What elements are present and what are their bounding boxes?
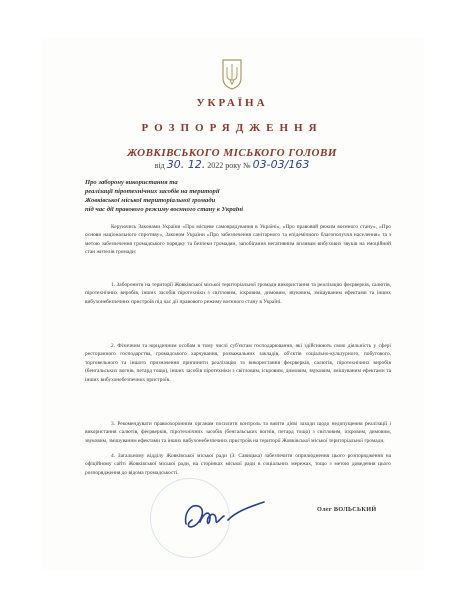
date-value: 30. 12. (166, 158, 206, 171)
preamble-paragraph: Керуючись Законами України «Про місцеве самоврядування в Україні», «Про правовий режим воєнного стану», «Про основи національного спротиву», Законом України «Про забезпечення санітарного та епідемічного благополуччя населення» та з метою забезпечення громадського порядку та безпеки громадян, запобігання негативним впливам вибухових звуків на емоційний стан жителів громади: (85, 224, 391, 256)
coat-of-arms-icon (221, 58, 243, 90)
clause-4-paragraph: 4. Загальному відділу Жовківської міської ради (З. Савицька) забезпечити оприлюднення цього розпорядження на офіційному сайті Жовківської міської ради, на сторінках міської ради в соціальних мережах, тощо з метою доведення цього розпорядження до відома громадськості. (85, 453, 391, 476)
country-heading: УКРАЇНА (196, 97, 268, 109)
date-prefix: від (154, 161, 165, 170)
clause-2-paragraph: 2. Фізичним та юридичним особам в тому числі суб'єктам господарювання, які здійснюють свою діяльність у сфері ресторанного господарства, громадського харчування, розважальних закладів, об'єктів соціально-культурного, побутового, торговельного та іншого призначення припинити реалізацію та використання феєрверків, салютів, піротехнічних виробів (бенгальських вогнів, петард тощо), інших засобів піротехніки з світловим, іскровим, димовим, звуковим, змішуваним ефектами та інших вибухонебезпечних пристроїв. (85, 343, 391, 383)
signer-name: Олег ВОЛЬСЬКИЙ (317, 506, 377, 513)
document-type-heading: РОЗПОРЯДЖЕННЯ (141, 122, 323, 134)
clause-3-paragraph: 3. Рекомендувати правоохоронним органам посилити контроль та вжити дієві заходи щодо недопущення реалізації і використання салютів, феєрверків, піротехнічних засобів (бенгальських вогнів, петард тощо) з світловим, іскровим, димовим, звуковим, змішуваним ефектами та інших вибухонебезпечних пристроїв на території Жовківської міської територіальної громади. (85, 421, 391, 444)
issuer-heading: ЖОВКІВСЬКОГО МІСЬКОГО ГОЛОВИ (127, 147, 337, 159)
subject-title: Про заборону використання та реалізації піротехнічних засобів на території Жовківської міської територіальної громади під час дії правового режиму воєнного стану в Україні (85, 179, 244, 213)
number-prefix: № (243, 161, 251, 170)
date-line (0, 158, 464, 171)
date-year: 2022 року (207, 161, 242, 170)
order-number: 03-03/163 (252, 158, 310, 171)
handwritten-signature (180, 498, 272, 538)
clause-1-paragraph: 1. Заборонити на території Жовківської міської територіальної громади використання та реалізацію феєрверків, салютів, піротехнічних виробів, інших засобів піротехніки з світловим, іскровим, димовим, звуковим, змішуваним ефектами та інших вибухонебезпечних пристроїв під час дії правового режиму воєнного стану в Україні. (85, 282, 391, 305)
